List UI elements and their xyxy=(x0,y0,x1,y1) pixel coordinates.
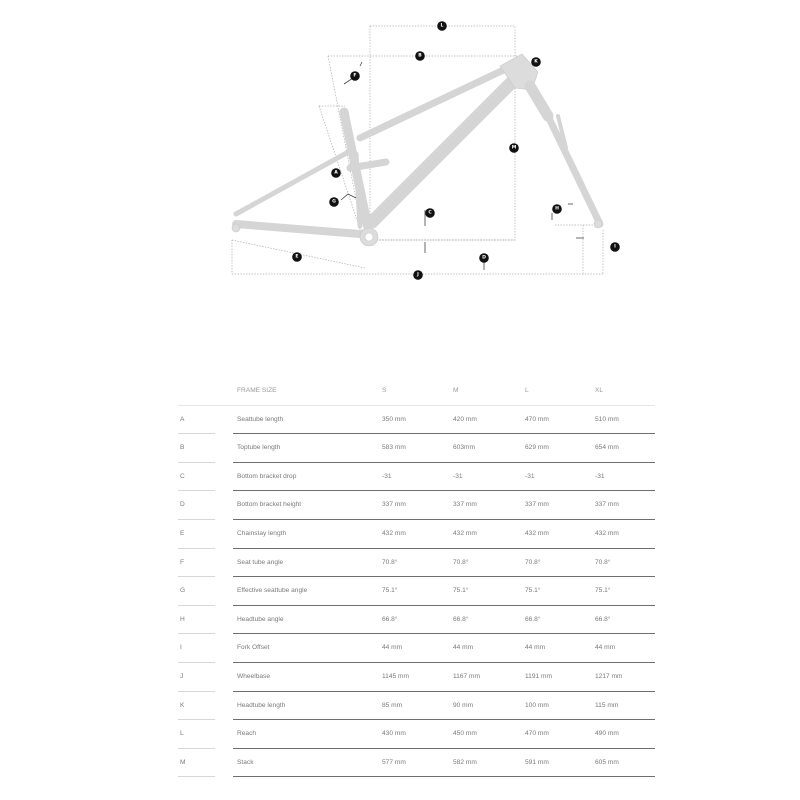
value-l: 66.8° xyxy=(525,615,541,623)
value-m: 90 mm xyxy=(453,701,474,709)
row-measure: Seat tube angle xyxy=(237,558,284,566)
value-s: 350 mm xyxy=(382,415,406,423)
row-letter: A xyxy=(180,415,185,423)
badge-m xyxy=(509,143,519,153)
table-row xyxy=(178,692,655,721)
svg-text:I: I xyxy=(614,244,616,250)
svg-text:F: F xyxy=(353,73,357,79)
value-m: 582 mm xyxy=(453,758,477,766)
badge-i xyxy=(610,242,620,252)
table-row xyxy=(178,634,655,663)
value-m: 1167 mm xyxy=(453,672,480,680)
svg-text:A: A xyxy=(334,170,338,176)
row-letter: I xyxy=(180,644,182,652)
value-xl: -31 xyxy=(595,472,605,480)
row-measure: Effective seattube angle xyxy=(237,587,308,595)
table-row xyxy=(178,434,655,463)
value-m: 75.1° xyxy=(453,587,469,595)
table-row xyxy=(178,663,655,692)
table-header-row xyxy=(178,377,655,406)
value-l: 629 mm xyxy=(525,444,549,452)
dimension-lines xyxy=(232,26,603,274)
row-letter: J xyxy=(180,672,184,680)
value-l: -31 xyxy=(525,472,535,480)
row-letter: B xyxy=(180,444,185,452)
row-measure: Fork Offset xyxy=(237,644,270,652)
table-row xyxy=(178,577,655,606)
frame-geometry-diagram xyxy=(0,0,800,300)
badge-b xyxy=(415,51,425,61)
svg-text:J: J xyxy=(417,272,419,278)
row-letter: G xyxy=(180,587,186,595)
value-xl: 337 mm xyxy=(595,501,619,509)
row-letter: K xyxy=(180,701,185,709)
bike-frame xyxy=(232,54,602,246)
value-s: 66.8° xyxy=(382,615,398,623)
svg-text:M: M xyxy=(511,145,517,151)
row-divider xyxy=(233,776,655,777)
row-measure: Headtube length xyxy=(237,701,286,709)
header-frame-size: FRAME SIZE xyxy=(237,387,277,394)
value-xl: 75.1° xyxy=(595,587,611,595)
header-size-m: M xyxy=(453,387,459,394)
badge-a xyxy=(331,168,341,178)
value-s: 1145 mm xyxy=(382,672,409,680)
value-m: 44 mm xyxy=(453,644,474,652)
value-m: 420 mm xyxy=(453,415,477,423)
badge-k xyxy=(531,57,541,67)
badge-h xyxy=(552,204,562,214)
row-letter: L xyxy=(180,730,184,738)
value-m: -31 xyxy=(453,472,463,480)
value-s: -31 xyxy=(382,472,392,480)
value-xl: 66.8° xyxy=(595,615,611,623)
value-s: 583 mm xyxy=(382,444,406,452)
row-measure: Wheelbase xyxy=(237,672,270,680)
value-l: 470 mm xyxy=(525,730,549,738)
value-xl: 654 mm xyxy=(595,444,619,452)
value-l: 70.8° xyxy=(525,558,541,566)
table-row xyxy=(178,520,655,549)
value-l: 591 mm xyxy=(525,758,549,766)
row-measure: Bottom bracket drop xyxy=(237,472,297,480)
row-measure: Stack xyxy=(237,758,254,766)
svg-text:K: K xyxy=(534,59,538,65)
header-size-xl: XL xyxy=(595,387,604,394)
row-letter-divider xyxy=(178,776,215,777)
svg-text:L: L xyxy=(440,23,444,29)
value-m: 432 mm xyxy=(453,529,477,537)
table-row xyxy=(178,606,655,635)
row-letter: M xyxy=(180,758,186,766)
value-m: 450 mm xyxy=(453,730,477,738)
value-l: 100 mm xyxy=(525,701,549,709)
badge-l xyxy=(437,21,447,31)
table-row xyxy=(178,406,655,435)
row-measure: Headtube angle xyxy=(237,615,284,623)
header-size-s: S xyxy=(382,387,387,394)
value-s: 577 mm xyxy=(382,758,406,766)
svg-text:H: H xyxy=(555,206,559,212)
row-measure: Toptube length xyxy=(237,444,281,452)
value-xl: 510 mm xyxy=(595,415,619,423)
svg-text:G: G xyxy=(332,199,336,205)
value-s: 44 mm xyxy=(382,644,403,652)
svg-text:C: C xyxy=(428,210,432,216)
svg-text:B: B xyxy=(418,53,422,59)
value-s: 75.1° xyxy=(382,587,398,595)
value-l: 470 mm xyxy=(525,415,549,423)
value-xl: 432 mm xyxy=(595,529,619,537)
value-xl: 115 mm xyxy=(595,701,619,709)
value-l: 44 mm xyxy=(525,644,546,652)
dimension-badges xyxy=(292,21,620,280)
value-s: 337 mm xyxy=(382,501,406,509)
table-row xyxy=(178,749,655,778)
badge-j xyxy=(413,270,423,280)
value-xl: 490 mm xyxy=(595,730,619,738)
row-measure: Reach xyxy=(237,730,257,738)
value-l: 75.1° xyxy=(525,587,541,595)
value-xl: 70.8° xyxy=(595,558,611,566)
table-body xyxy=(178,406,655,778)
value-xl: 44 mm xyxy=(595,644,616,652)
badge-e xyxy=(292,252,302,262)
row-letter: H xyxy=(180,615,185,623)
value-l: 1191 mm xyxy=(525,672,552,680)
row-measure: Seattube length xyxy=(237,415,284,423)
table-row xyxy=(178,491,655,520)
row-letter: C xyxy=(180,472,185,480)
value-s: 432 mm xyxy=(382,529,406,537)
badge-f xyxy=(350,71,360,81)
svg-text:E: E xyxy=(295,254,299,260)
geometry-table xyxy=(178,377,655,777)
table-row xyxy=(178,720,655,749)
table-row xyxy=(178,463,655,492)
value-m: 337 mm xyxy=(453,501,477,509)
value-xl: 1217 mm xyxy=(595,672,623,680)
header-size-l: L xyxy=(525,387,529,394)
value-m: 603mm xyxy=(453,444,475,452)
badge-g xyxy=(329,197,339,207)
badge-d xyxy=(479,253,489,263)
row-measure: Chainstay length xyxy=(237,529,287,537)
row-letter: D xyxy=(180,501,185,509)
value-xl: 605 mm xyxy=(595,758,619,766)
value-l: 337 mm xyxy=(525,501,549,509)
row-letter: F xyxy=(180,558,185,566)
badge-c xyxy=(425,208,435,218)
row-measure: Bottom bracket height xyxy=(237,501,302,509)
svg-text:D: D xyxy=(482,255,486,261)
value-m: 70.8° xyxy=(453,558,469,566)
value-s: 85 mm xyxy=(382,701,403,709)
value-m: 66.8° xyxy=(453,615,469,623)
value-s: 70.8° xyxy=(382,558,398,566)
row-letter: E xyxy=(180,529,185,537)
table-row xyxy=(178,549,655,578)
value-l: 432 mm xyxy=(525,529,549,537)
value-s: 430 mm xyxy=(382,730,406,738)
